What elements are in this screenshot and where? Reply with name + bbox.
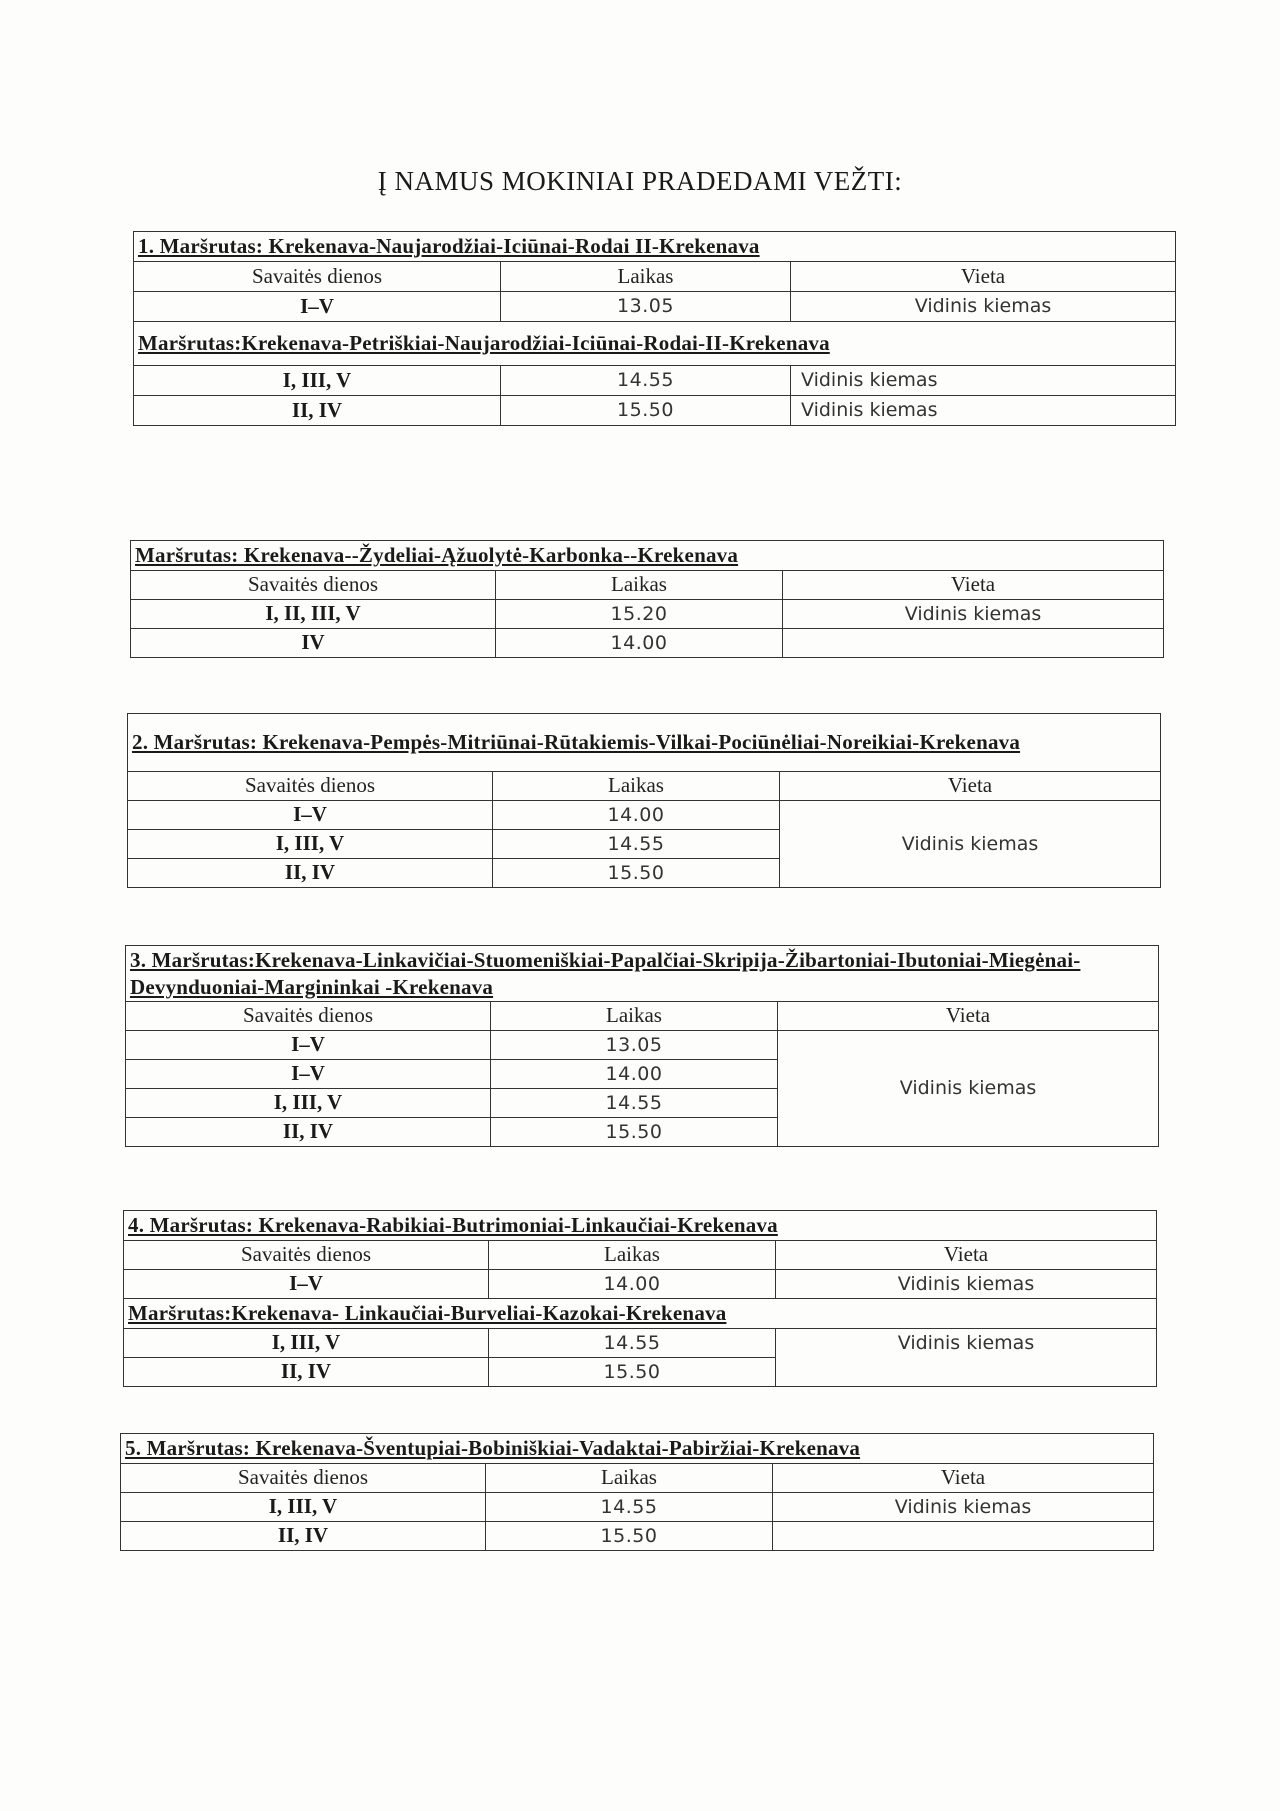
cell-time: 13.05 [501, 292, 791, 322]
cell-time: 14.00 [489, 1270, 776, 1299]
cell-time: 14.00 [493, 801, 780, 830]
cell-place: Vidinis kiemas [778, 1031, 1159, 1147]
header-days: Savaitės dienos [131, 571, 496, 600]
cell-time: 14.55 [501, 366, 791, 396]
header-days: Savaitės dienos [126, 1002, 491, 1031]
schedule-table-route-zydeliai [130, 540, 1164, 658]
cell-days: I, III, V [124, 1329, 489, 1358]
cell-time: 14.55 [489, 1329, 776, 1358]
route-title: 1. Maršrutas: Krekenava-Naujarodžiai-Iciūnai-Rodai II-Krekenava [134, 232, 1176, 262]
header-place: Vieta [773, 1464, 1154, 1493]
cell-days: II, IV [121, 1522, 486, 1551]
route-title: Maršrutas:Krekenava-Petriškiai-Naujarodžiai-Iciūnai-Rodai-II-Krekenava [134, 322, 1176, 366]
cell-time: 15.20 [496, 600, 783, 629]
page-title: Į NAMUS MOKINIAI PRADEDAMI VEŽTI: [377, 166, 903, 196]
cell-time: 14.55 [493, 830, 780, 859]
route-title: Maršrutas: Krekenava--Žydeliai-Ąžuolytė-Karbonka--Krekenava [131, 541, 1164, 571]
header-place: Vieta [783, 571, 1164, 600]
route-title: 3. Maršrutas:Krekenava-Linkavičiai-Stuomeniškiai-Papalčiai-Skripija-Žibartoniai-Ibutoniai-Miegėnai-Devynduoniai-Margininkai -Krekenava [126, 946, 1159, 1002]
cell-time: 14.55 [486, 1493, 773, 1522]
cell-place: Vidinis kiemas [776, 1329, 1157, 1387]
cell-time: 15.50 [493, 859, 780, 888]
schedule-table-route-4 [123, 1210, 1157, 1387]
header-time: Laikas [491, 1002, 778, 1031]
header-time: Laikas [496, 571, 783, 600]
cell-time: 15.50 [501, 396, 791, 426]
cell-time: 13.05 [491, 1031, 778, 1060]
cell-time: 15.50 [486, 1522, 773, 1551]
cell-time: 14.55 [491, 1089, 778, 1118]
header-time: Laikas [493, 772, 780, 801]
header-days: Savaitės dienos [134, 262, 501, 292]
cell-place [773, 1522, 1154, 1551]
cell-place: Vidinis kiemas [791, 366, 1176, 396]
cell-days: II, IV [124, 1358, 489, 1387]
header-days: Savaitės dienos [121, 1464, 486, 1493]
header-place: Vieta [778, 1002, 1159, 1031]
cell-place: Vidinis kiemas [791, 292, 1176, 322]
cell-days: II, IV [128, 859, 493, 888]
header-place: Vieta [776, 1241, 1157, 1270]
cell-days: I, II, III, V [131, 600, 496, 629]
cell-time: 15.50 [491, 1118, 778, 1147]
header-place: Vieta [791, 262, 1176, 292]
cell-place: Vidinis kiemas [780, 801, 1161, 888]
cell-time: 14.00 [496, 629, 783, 658]
cell-days: I–V [134, 292, 501, 322]
route-title: 2. Maršrutas: Krekenava-Pempės-Mitriūnai-Rūtakiemis-Vilkai-Pociūnėliai-Noreikiai-Krekenava [128, 714, 1161, 772]
cell-days: II, IV [126, 1118, 491, 1147]
cell-days: I–V [124, 1270, 489, 1299]
header-time: Laikas [489, 1241, 776, 1270]
cell-days: I, III, V [128, 830, 493, 859]
cell-place: Vidinis kiemas [791, 396, 1176, 426]
cell-days: IV [131, 629, 496, 658]
schedule-table-route-3 [125, 945, 1159, 1147]
route-title: 4. Maršrutas: Krekenava-Rabikiai-Butrimoniai-Linkaučiai-Krekenava [124, 1211, 1157, 1241]
cell-days: I–V [126, 1060, 491, 1089]
schedule-table-route-5 [120, 1433, 1154, 1551]
cell-place: Vidinis kiemas [783, 600, 1164, 629]
cell-place: Vidinis kiemas [773, 1493, 1154, 1522]
cell-days: I, III, V [126, 1089, 491, 1118]
cell-place [783, 629, 1164, 658]
cell-time: 14.00 [491, 1060, 778, 1089]
cell-days: I, III, V [134, 366, 501, 396]
cell-time: 15.50 [489, 1358, 776, 1387]
header-time: Laikas [501, 262, 791, 292]
cell-days: I–V [128, 801, 493, 830]
schedule-table-route-1 [133, 231, 1176, 426]
cell-days: I, III, V [121, 1493, 486, 1522]
route-title: 5. Maršrutas: Krekenava-Šventupiai-Bobiniškiai-Vadaktai-Pabiržiai-Krekenava [121, 1434, 1154, 1464]
schedule-table-route-2 [127, 713, 1161, 888]
header-place: Vieta [780, 772, 1161, 801]
cell-days: II, IV [134, 396, 501, 426]
cell-place: Vidinis kiemas [776, 1270, 1157, 1299]
header-time: Laikas [486, 1464, 773, 1493]
header-days: Savaitės dienos [124, 1241, 489, 1270]
route-title: Maršrutas:Krekenava- Linkaučiai-Burveliai-Kazokai-Krekenava [124, 1299, 1157, 1329]
header-days: Savaitės dienos [128, 772, 493, 801]
cell-days: I–V [126, 1031, 491, 1060]
